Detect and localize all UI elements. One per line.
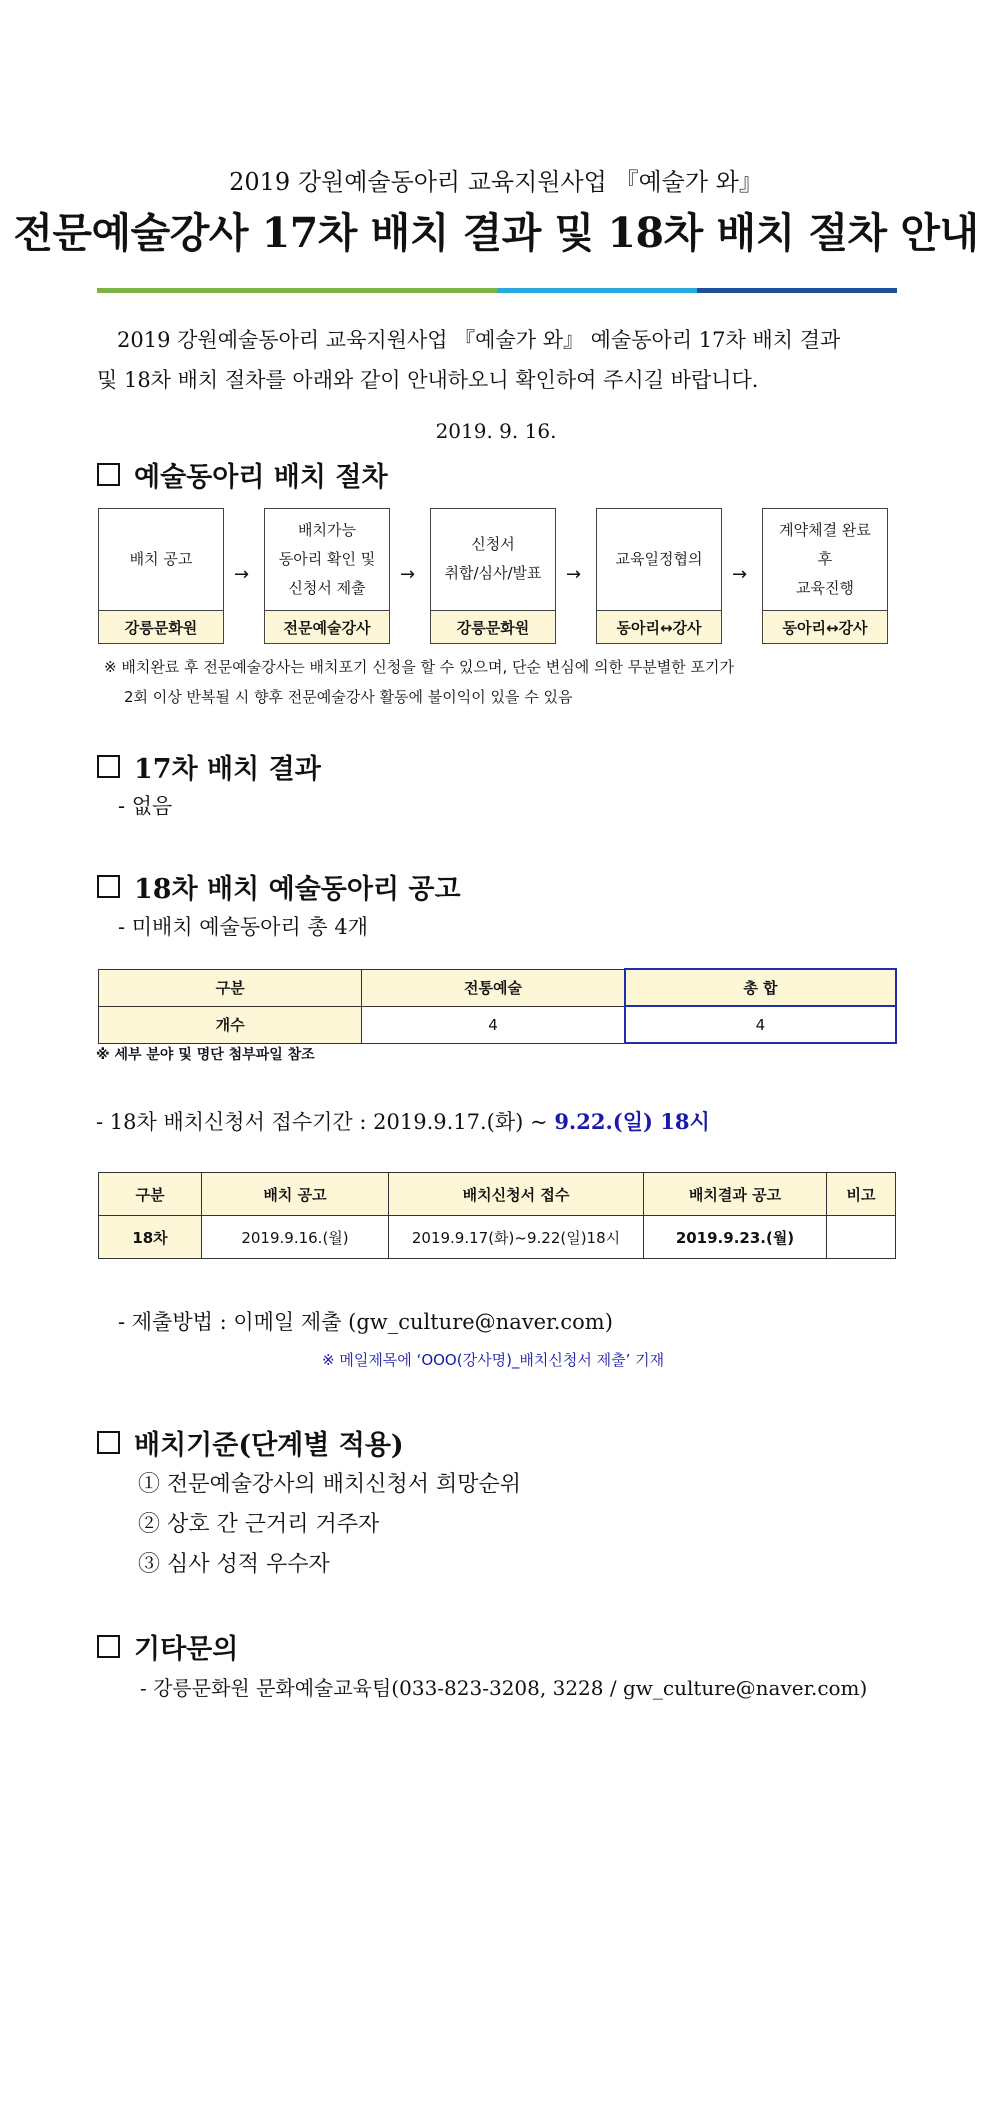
step-line: 교육일정협의	[615, 549, 703, 568]
detail-attachment-note: ※ 세부 분야 및 명단 첨부파일 참조	[96, 1047, 315, 1063]
submission-note: ※ 메일제목에 ‘OOO(강사명)_배치신청서 제출’ 기재	[322, 1351, 665, 1369]
arrow-right-icon: →	[400, 564, 416, 585]
step-text	[431, 509, 555, 609]
procedure-step-2	[264, 508, 390, 644]
table-row	[99, 1173, 896, 1216]
step-line: 교육진행	[796, 578, 854, 597]
procedure-note-line-2: 2회 이상 반복될 시 향후 전문예술강사 활동에 불이익이 있을 수 있음	[124, 688, 573, 706]
section-heading-notice18	[97, 867, 461, 906]
checkbox-square-icon	[97, 463, 120, 486]
criteria-item-3: ③ 심사 성적 우수자	[138, 1552, 330, 1577]
application-period	[96, 1106, 710, 1136]
step-owner: 동아리↔강사	[597, 610, 721, 643]
table-cell	[827, 1216, 896, 1259]
divider-green-segment	[97, 288, 497, 293]
procedure-step-1	[98, 508, 224, 644]
arrow-right-icon: →	[234, 564, 250, 585]
step-text	[265, 509, 389, 609]
divider-lightblue-segment	[497, 288, 697, 293]
result17-item: - 없음	[118, 794, 173, 818]
title-divider	[97, 288, 897, 293]
step-line: 취합/심사/발표	[444, 564, 542, 582]
table-cell: 4	[362, 1006, 625, 1043]
step-line: 배치 공고	[129, 549, 193, 568]
step-line: 후	[817, 549, 833, 568]
table-row	[99, 969, 897, 1006]
document-subtitle: 2019 강원예술동아리 교육지원사업 『예술가 와』	[229, 168, 763, 196]
criteria-item-2: ② 상호 간 근거리 거주자	[138, 1512, 380, 1537]
step-line: 신청서	[471, 535, 515, 553]
table-header-cell: 전통예술	[362, 969, 625, 1006]
section-heading-text: 예술동아리 배치 절차	[134, 462, 388, 493]
intro-line-1: 2019 강원예술동아리 교육지원사업 『예술가 와』 예술동아리 17차 배치 결과	[117, 328, 841, 352]
step-owner: 전문예술강사	[265, 610, 389, 643]
table-header-cell: 배치 공고	[202, 1173, 389, 1216]
table-cell: 18차	[99, 1216, 202, 1259]
period-deadline: 9.22.(일) 18시	[554, 1109, 710, 1134]
divider-darkblue-segment	[697, 288, 897, 293]
table-header-cell: 배치신청서 접수	[389, 1173, 644, 1216]
section-heading-text: 18차 배치 예술동아리 공고	[134, 874, 461, 905]
period-text: - 18차 배치신청서 접수기간 : 2019.9.17.(화) ~	[96, 1110, 555, 1134]
checkbox-square-icon	[97, 1431, 120, 1454]
submission-method: - 제출방법 : 이메일 제출 (gw_culture@naver.com)	[118, 1310, 613, 1334]
table-header-cell: 총 합	[625, 969, 896, 1006]
notice-date: 2019. 9. 16.	[435, 419, 557, 443]
step-owner: 강릉문화원	[431, 610, 555, 643]
contact-info: - 강릉문화원 문화예술교육팀(033-823-3208, 3228 / gw_culture@naver.com)	[140, 1676, 868, 1700]
checkbox-square-icon	[97, 755, 120, 778]
table-header-cell: 배치결과 공고	[644, 1173, 827, 1216]
table-header-cell: 비고	[827, 1173, 896, 1216]
club-count-table	[98, 968, 897, 1044]
procedure-step-5	[762, 508, 888, 644]
step-line: 동아리 확인 및	[278, 549, 376, 568]
table-header-cell: 구분	[99, 969, 362, 1006]
step-line: 신청서 제출	[288, 578, 366, 597]
arrow-right-icon: →	[732, 564, 748, 585]
procedure-step-3	[430, 508, 556, 644]
criteria-item-1: ① 전문예술강사의 배치신청서 희망순위	[138, 1472, 522, 1497]
step-text	[99, 509, 223, 609]
procedure-step-4	[596, 508, 722, 644]
step-text	[597, 509, 721, 609]
step-owner: 동아리↔강사	[763, 610, 887, 643]
table-cell: 2019.9.23.(월)	[644, 1216, 827, 1259]
intro-paragraph	[97, 320, 897, 400]
step-line: 계약체결 완료	[779, 520, 871, 539]
table-row	[99, 1006, 897, 1043]
section-heading-text: 기타문의	[134, 1634, 239, 1665]
table-header-cell: 구분	[99, 1173, 202, 1216]
document-title: 전문예술강사 17차 배치 결과 및 18차 배치 절차 안내	[13, 209, 979, 257]
checkbox-square-icon	[97, 875, 120, 898]
section-heading-text: 17차 배치 결과	[134, 754, 321, 785]
table-row	[99, 1216, 896, 1259]
step-owner: 강릉문화원	[99, 610, 223, 643]
section-heading-procedure	[97, 455, 388, 494]
checkbox-square-icon	[97, 1635, 120, 1658]
schedule-table	[98, 1172, 896, 1259]
table-cell: 개수	[99, 1006, 362, 1043]
section-heading-text: 배치기준(단계별 적용)	[134, 1430, 404, 1461]
step-line: 배치가능	[298, 520, 356, 539]
unassigned-count-text: - 미배치 예술동아리 총 4개	[118, 915, 369, 939]
procedure-note-line-1: ※ 배치완료 후 전문예술강사는 배치포기 신청을 할 수 있으며, 단순 변심에 의한 무분별한 포기가	[104, 658, 734, 676]
table-cell: 2019.9.17(화)~9.22(일)18시	[389, 1216, 644, 1259]
table-cell: 2019.9.16.(월)	[202, 1216, 389, 1259]
section-heading-result17	[97, 747, 321, 786]
intro-line-2: 및 18차 배치 절차를 아래와 같이 안내하오니 확인하여 주시길 바랍니다.	[97, 368, 759, 392]
step-text	[763, 509, 887, 609]
table-cell: 4	[625, 1006, 896, 1043]
arrow-right-icon: →	[566, 564, 582, 585]
section-heading-contact	[97, 1627, 238, 1666]
section-heading-criteria	[97, 1423, 404, 1462]
